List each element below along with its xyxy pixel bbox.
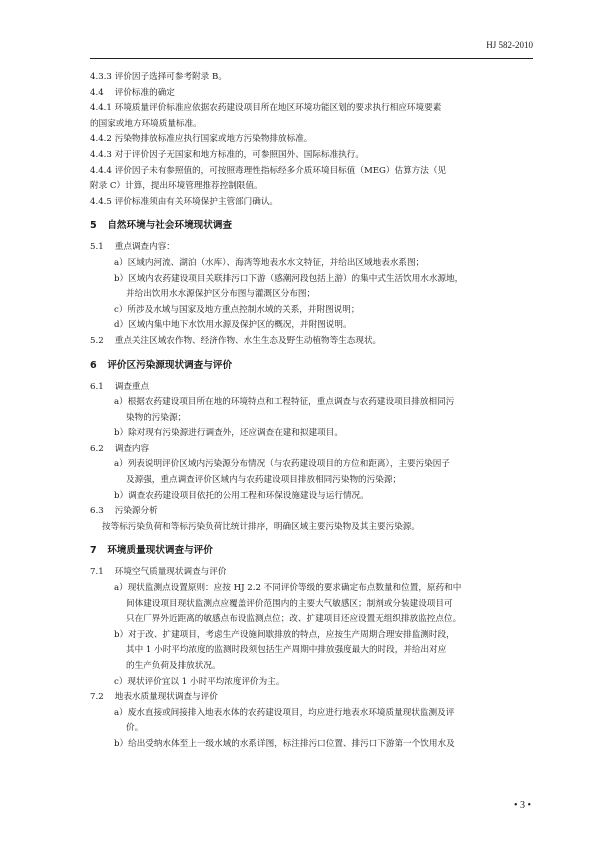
list-item-7-2-b: b）给出受纳水体至上一级水域的水系详图，标注排污口位置、排污口下游第一个饮用水及 <box>114 738 455 749</box>
list-item-7-1-b-cont-2: 的生产负荷及排放状况。 <box>126 661 221 671</box>
list-item-5-1-c: c）所涉及水域与国家及地方重点控制水域的关系，并附图说明； <box>114 304 360 315</box>
clause-4-4-1-cont: 的国家或地方环境质量标准。 <box>90 118 202 129</box>
clause-6-1: 6.1 调查重点 <box>90 381 150 392</box>
list-item-7-2-a: a）废水直接或间接排入地表水体的农药建设项目，均应进行地表水环境质量现状监测及评 <box>114 707 455 718</box>
clause-4-4-4-cont: 附录 C）计算，提出环境管理推荐控制限值。 <box>90 181 263 192</box>
clause-4-3-3: 4.3.3 评价因子选择可参考附录 B。 <box>90 72 227 82</box>
section-5-heading: 5 自然环境与社会环境现状调查 <box>90 220 233 232</box>
clause-7-2: 7.2 地表水质量现状调查与评价 <box>90 692 218 703</box>
list-item-6-1-a-cont: 染物的污染源； <box>126 412 187 423</box>
page-content <box>90 70 534 753</box>
list-item-6-1-a: a）根据农药建设项目所在地的环境特点和工程特征，重点调查与农药建设项目排放相同污 <box>114 397 455 408</box>
list-item-7-1-b: b）对于改、扩建项目，考虑生产设施间歇排放的特点，应按生产周期合理安排监测时段， <box>114 629 455 640</box>
list-item-5-1-b-cont: 并给出饮用水水源保护区分布图与灌溉区分布图； <box>126 289 316 300</box>
section-6-heading: 6 评价区污染源现状调查与评价 <box>90 359 233 371</box>
clause-4-4-4: 4.4.4 评价因子未有参照值的，可按照毒理性指标经多介质环境目标值（MEG）估算方法（见 <box>90 165 447 176</box>
clause-5-2: 5.2 重点关注区域农作物、经济作物、水生生态及野生动植物等生态现状。 <box>90 335 382 346</box>
page-number: • 3 • <box>513 800 531 811</box>
document-code: HJ 582-2010 <box>486 40 533 50</box>
clause-4-4-1: 4.4.1 环境质量评价标准应依据农药建设项目所在地区环境功能区划的要求执行相应环境要素 <box>90 103 442 114</box>
clause-7-1: 7.1 环境空气质量现状调查与评价 <box>90 567 227 578</box>
clause-6-3-body: 按等标污染负荷和等标污染负荷比统计排序，明确区域主要污染物及其主要污染源。 <box>102 521 420 532</box>
clause-4-4: 4.4 评价标准的确定 <box>90 87 175 98</box>
list-item-6-2-a-cont: 及源强，重点调查评价区域内与农药建设项目排放相同污染物的污染源； <box>126 475 402 486</box>
list-item-5-1-d: d）区域内集中地下水饮用水源及保护区的概况，并附图说明。 <box>114 320 352 331</box>
list-item-7-1-b-cont-1: 其中 1 小时平均浓度的监测时段须包括生产周期中排放强度最大的时段，并给出对应 <box>126 645 447 656</box>
list-item-7-1-a-cont-2: 只在厂界外近距离的敏感点布设监测点位；改、扩建项目还应设置无组织排放监控点位。 <box>126 614 462 625</box>
list-item-6-1-b: b）除对现有污染源进行调查外，还应调查在建和拟建项目。 <box>114 428 343 439</box>
list-item-6-2-b: b）调查农药建设项目依托的公用工程和环保设施建设与运行情况。 <box>114 490 369 501</box>
list-item-7-1-a-cont-1: 间体建设项目现状监测点应覆盖评价范围内的主要大气敏感区；制剂或分装建设项目可 <box>126 598 453 609</box>
clause-6-2: 6.2 调查内容 <box>90 443 150 454</box>
clause-4-4-5: 4.4.5 评价标准须由有关环境保护主管部门确认。 <box>90 196 279 207</box>
list-item-6-2-a: a）列表说明评价区域内污染源分布情况（与农药建设项目的方位和距离），主要污染因子 <box>114 459 450 470</box>
clause-6-3: 6.3 污染源分析 <box>90 506 158 517</box>
list-item-7-1-c: c）现状评价宜以 1 小时平均浓度评价为主。 <box>114 676 285 687</box>
clause-4-4-3: 4.4.3 对于评价因子无国家和地方标准的，可参照国外、国际标准执行。 <box>90 149 364 160</box>
clause-5-1: 5.1 重点调查内容： <box>90 242 175 253</box>
list-item-7-2-a-cont: 价。 <box>126 723 144 734</box>
list-item-5-1-b: b）区域内农药建设项目关联排污口下游（感潮河段包括上游）的集中式生活饮用水水源地， <box>114 273 464 284</box>
list-item-7-1-a: a）现状监测点设置原则：应按 HJ 2.2 不同评价等级的要求确定布点数量和位置，原药和中 <box>114 583 462 594</box>
list-item-5-1-a: a）区域内河流、湖泊（水库）、海湾等地表水水文特征，并给出区域地表水系图； <box>114 257 425 268</box>
section-7-heading: 7 环境质量现状调查与评价 <box>90 545 213 557</box>
page-header <box>90 38 533 59</box>
clause-4-4-2: 4.4.2 污染物排放标准应执行国家或地方污染物排放标准。 <box>90 134 313 145</box>
